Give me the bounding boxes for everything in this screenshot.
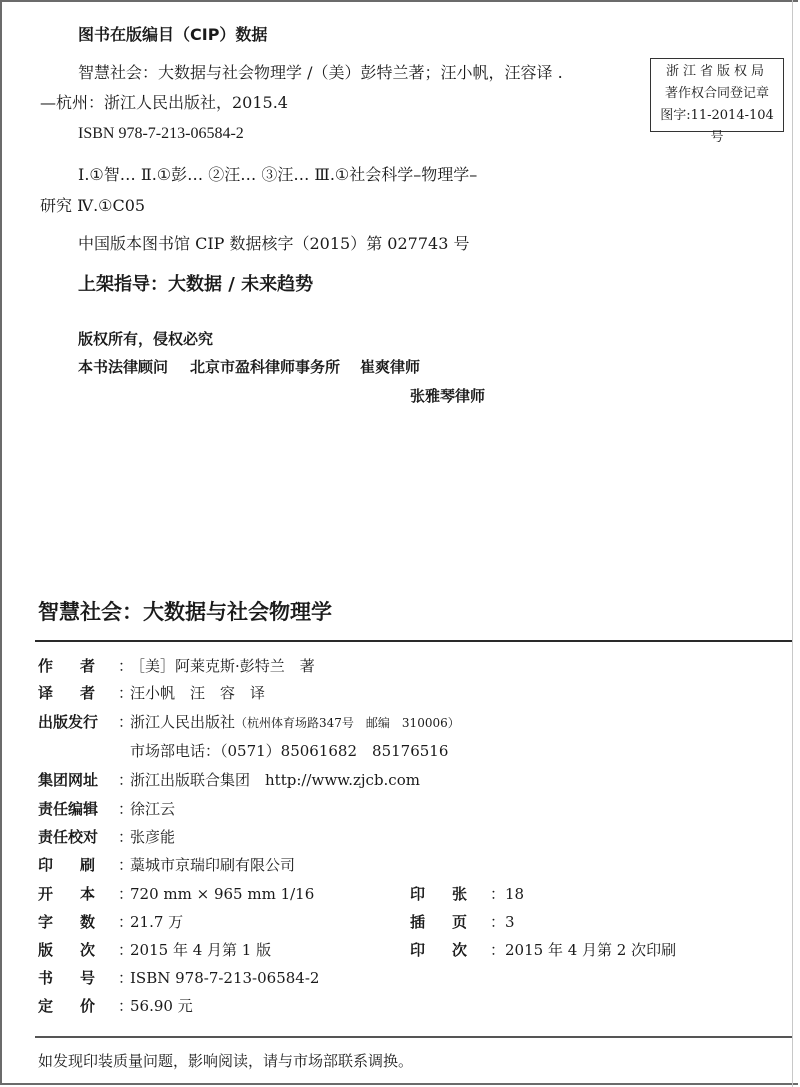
detail-row-proofreader: 责任校对 ：张彦能 [38,828,176,846]
printer-value: 藁城市京瑞印刷有限公司 [130,856,296,874]
detail-row-word-count: 字 数 ：21.7 万 [38,913,184,931]
shelf-guide: 上架指导：大数据 / 未来趋势 [78,274,314,295]
format-value: 720 mm × 965 mm 1/16 [130,885,315,903]
publisher-value: 浙江人民出版社 [130,713,236,731]
detail-row-translator: 译 者 ：汪小帆 汪 容 译 [38,684,266,702]
book-title: 智慧社会：大数据与社会物理学 [38,600,332,624]
cip-classification-line-1: Ⅰ.①智… Ⅱ.①彭… ②汪… ③汪… Ⅲ.①社会科学–物理学– [78,165,478,184]
cip-heading: 图书在版编目（CIP）数据 [78,25,268,44]
counsel-lawyer-2: 张雅琴律师 [410,387,486,405]
editor-value: 徐江云 [130,800,176,818]
detail-row-print-sheets: 印 张 ：18 [410,885,525,903]
detail-row-isbn: 书 号 ：ISBN 978-7-213-06584-2 [38,969,320,987]
cip-verification-number: 中国版本图书馆 CIP 数据核字（2015）第 027743 号 [78,234,470,253]
detail-row-printing: 印 次 ：2015 年 4 月第 2 次印刷 [410,941,677,959]
marketing-phone-value: 市场部电话：（0571）85061682 85176516 [130,742,449,760]
detail-row-publisher: 出版发行 ：浙江人民出版社（杭州体育场路347号 邮编 310006） [38,713,460,731]
stamp-line-3: 图字:11-2014-104号 [660,108,774,145]
detail-row-group-website: 集团网址 ：浙江出版联合集团 http://www.zjcb.com [38,771,420,789]
detail-row-price: 定 价 ：56.90 元 [38,997,193,1015]
edition-value: 2015 年 4 月第 1 版 [130,941,272,959]
inserts-value: 3 [505,913,515,931]
price-value: 56.90 元 [130,997,193,1015]
print-sheets-value: 18 [505,885,525,903]
translator-value: 汪小帆 汪 容 译 [130,684,266,702]
quality-notice: 如发现印装质量问题，影响阅读，请与市场部联系调换。 [38,1052,414,1070]
rights-notice: 版权所有，侵权必究 [78,330,214,348]
legal-counsel [78,356,420,377]
counsel-lawyer-1: 崔爽律师 [360,358,421,376]
counsel-label: 本书法律顾问 [78,358,169,376]
detail-row-author: 作 者 ：［美］阿莱克斯·彭特兰 著 [38,657,315,675]
author-value: ［美］阿莱克斯·彭特兰 著 [130,657,315,675]
publisher-address: （杭州体育场路347号 邮编 310006） [235,716,460,730]
divider-top [35,640,792,642]
page-edge [792,0,793,1087]
detail-row-edition: 版 次 ：2015 年 4 月第 1 版 [38,941,272,959]
detail-row-inserts: 插 页 ：3 [410,913,515,931]
counsel-firm: 北京市盈科律师事务所 [190,358,341,376]
group-website-value: 浙江出版联合集团 http://www.zjcb.com [130,771,420,789]
printing-value: 2015 年 4 月第 2 次印刷 [505,941,677,959]
detail-row-editor: 责任编辑 ：徐江云 [38,800,176,818]
detail-row-marketing-phone [38,739,448,763]
stamp-line-1: 浙江省版权局 [665,64,768,79]
word-count-value: 21.7 万 [130,913,184,931]
isbn-value: ISBN 978-7-213-06584-2 [130,969,320,987]
cip-entry-line-1: 智慧社会：大数据与社会物理学 /（美）彭特兰著；汪小帆，汪容译 . [78,63,563,82]
detail-row-printer: 印 刷 ：藁城市京瑞印刷有限公司 [38,856,296,874]
proofreader-value: 张彦能 [130,828,176,846]
cip-classification-line-2: 研究 Ⅳ.①C05 [40,196,146,215]
detail-row-format: 开 本 ：720 mm × 965 mm 1/16 [38,885,315,903]
cip-entry-line-2: —杭州：浙江人民出版社，2015.4 [40,93,288,112]
copyright-registration-stamp [650,58,784,145]
divider-bottom [35,1036,792,1038]
stamp-line-2: 著作权合同登记章 [664,86,769,101]
cip-isbn: ISBN 978-7-213-06584-2 [78,125,244,142]
